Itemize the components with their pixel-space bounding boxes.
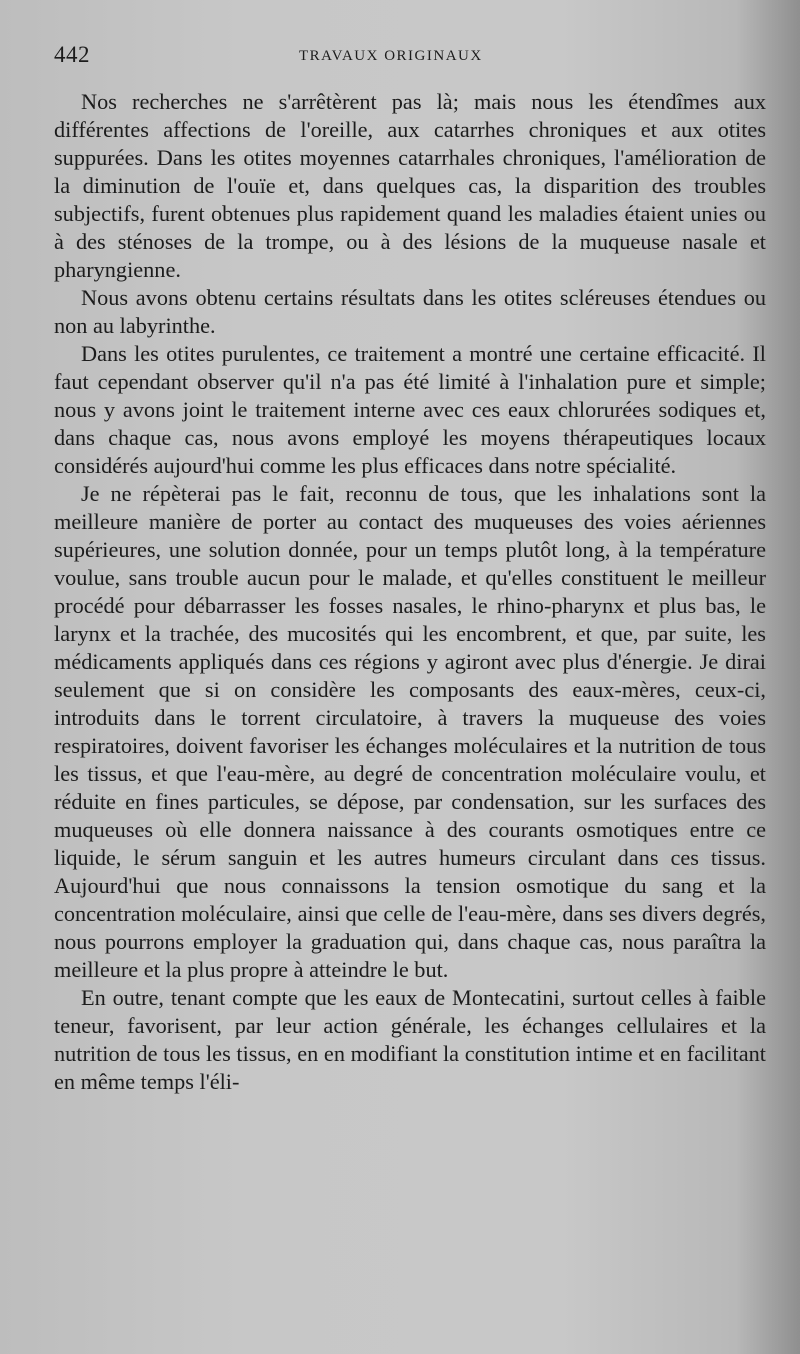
paragraph: Dans les otites purulentes, ce traitement a montré une certaine efficacité. Il faut cependant observer qu'il n'a pas été limité à l'inhalation pure et simple; nous y avons joint le traitement interne avec ces eaux chlorurées sodiques et, dans chaque cas, nous avons employé les moyens thérapeutiques locaux considérés aujourd'hui comme les plus efficaces dans notre spécialité. <box>54 341 766 478</box>
page-number: 442 <box>54 42 90 67</box>
page-header <box>54 42 774 78</box>
paragraph: En outre, tenant compte que les eaux de Montecatini, surtout celles à faible teneur, favorisent, par leur action générale, les échanges cellulaires et la nutrition de tous les tissus, en en modifiant la constitution intime et en facilitant en même temps l'éli- <box>54 985 766 1094</box>
paragraph: Nous avons obtenu certains résultats dans les otites scléreuses étendues ou non au labyrinthe. <box>54 285 766 338</box>
body-text <box>54 88 766 1096</box>
paragraph: Nos recherches ne s'arrêtèrent pas là; mais nous les étendîmes aux différentes affections de l'oreille, aux catarrhes chroniques et aux otites suppurées. Dans les otites moyennes catarrhales chroniques, l'amélioration de la diminution de l'ouïe et, dans quelques cas, la disparition des troubles subjectifs, furent obtenues plus rapidement quand les maladies étaient unies ou à des sténoses de la trompe, ou à des lésions de la muqueuse nasale et pharyngienne. <box>54 89 766 282</box>
running-head: TRAVAUX ORIGINAUX <box>299 48 483 64</box>
paragraph: Je ne répèterai pas le fait, reconnu de tous, que les inhalations sont la meilleure manière de porter au contact des muqueuses des voies aériennes supérieures, une solution donnée, pour un temps plutôt long, à la température voulue, sans trouble aucun pour le malade, et qu'elles constituent le meilleur procédé pour débarrasser les fosses nasales, le rhino-pharynx et plus bas, le larynx et la trachée, des mucosités qui les encombrent, et que, par suite, les médicaments appliqués dans ces régions y agiront avec plus d'énergie. Je dirai seulement que si on considère les composants des eaux-mères, ceux-ci, introduits dans le torrent circulatoire, à travers la muqueuse des voies respiratoires, doivent favoriser les échanges moléculaires et la nutrition de tous les tissus, et que l'eau-mère, au degré de concentration moléculaire voulu, et réduite en fines particules, se dépose, par condensation, sur les surfaces des muqueuses où elle donnera naissance à des courants osmotiques entre ce liquide, le sérum sanguin et les autres humeurs circulant dans ces tissus. Aujourd'hui que nous connaissons la tension osmotique du sang et la concentration moléculaire, ainsi que celle de l'eau-mère, dans ses divers degrés, nous pourrons employer la graduation qui, dans chaque cas, nous paraîtra la meilleure et la plus propre à atteindre le but. <box>54 481 766 982</box>
